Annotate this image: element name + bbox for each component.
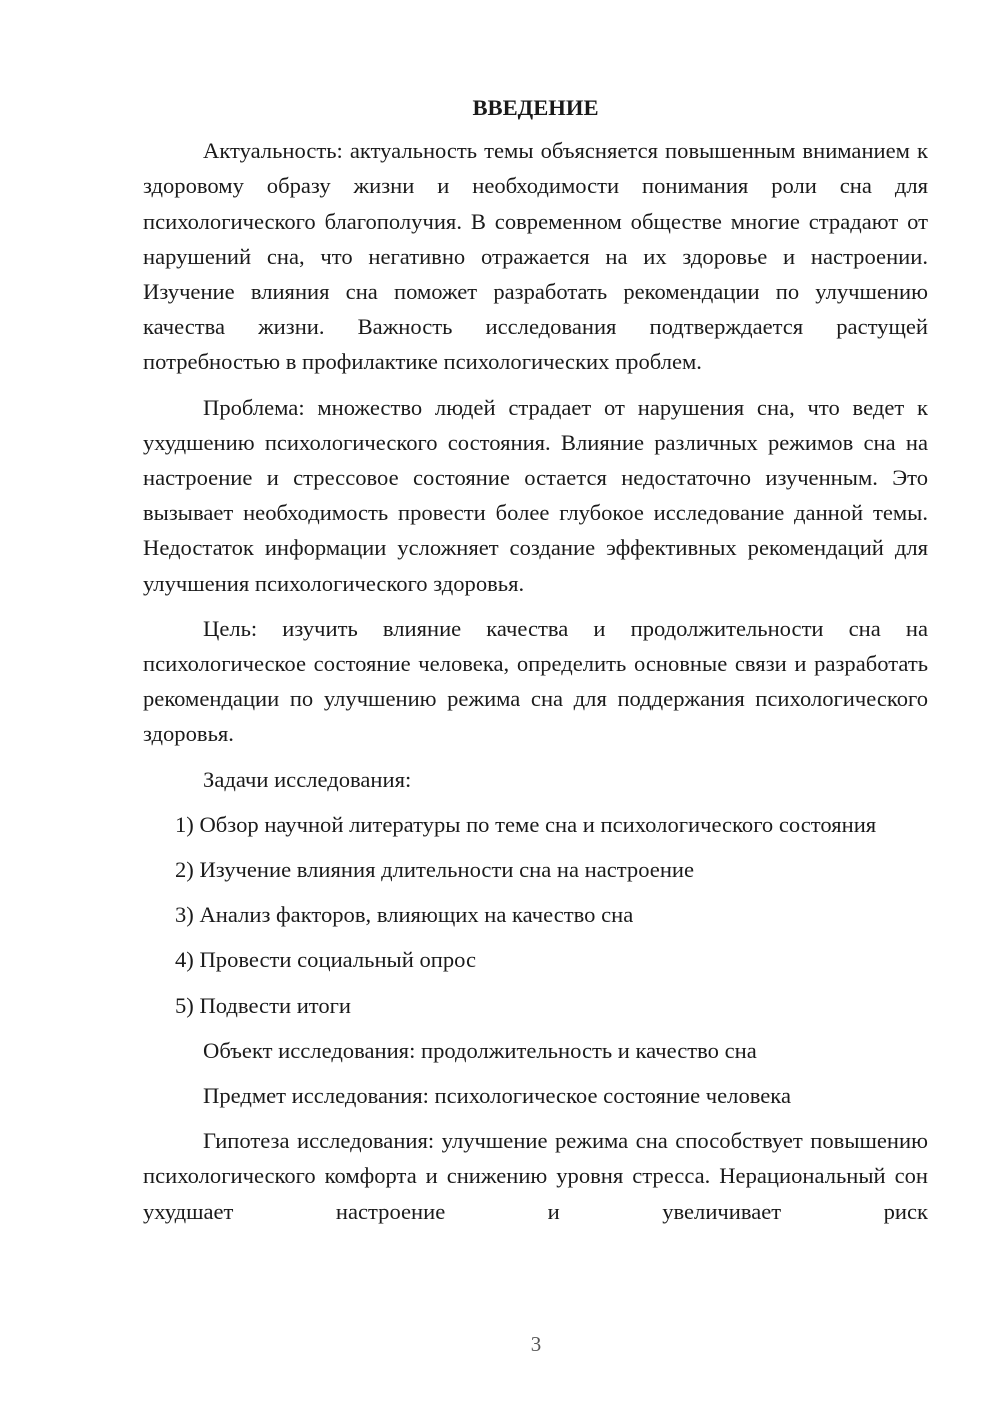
tasks-heading: Задачи исследования: [203, 766, 412, 792]
subject-paragraph: Предмет исследования: психологическое состояние человека [203, 1083, 791, 1109]
task-item-1: 1) Обзор научной литературы по теме сна и психологического состояния [175, 811, 877, 837]
object-paragraph: Объект исследования: продолжительность и качество сна [203, 1037, 757, 1063]
relevance-paragraph: Актуальность: актуальность темы объясняется повышенным вниманием к здоровому образу жизни и необходимости понимания роли сна для психологического благополучия. В современном обществе многие страдают от нарушений сна, что негативно отражается на их здоровье и настроении. Изучение влияния сна поможет разработать рекомендации по улучшению качества жизни. Важность исследования подтверждается растущей потребностью в профилактике психологических проблем. [143, 138, 928, 375]
task-item-5: 5) Подвести итоги [175, 992, 352, 1018]
goal-paragraph: Цель: изучить влияние качества и продолжительности сна на психологическое состояние человека, определить основные связи и разработать рекомендации по улучшению режима сна для поддержания психологического здоровья. [143, 615, 928, 747]
task-item-4: 4) Провести социальный опрос [175, 947, 477, 973]
page-title: ВВЕДЕНИЕ [472, 95, 599, 120]
task-item-2: 2) Изучение влияния длительности сна на настроение [175, 857, 695, 883]
task-item-3: 3) Анализ факторов, влияющих на качество сна [175, 902, 634, 928]
problem-paragraph: Проблема: множество людей страдает от нарушения сна, что ведет к ухудшению психологического состояния. Влияние различных режимов сна на настроение и стрессовое состояние остается недостаточно изученным. Это вызывает необходимость провести более глубокое исследование данной темы. Недостаток информации усложняет создание эффективных рекомендаций для улучшения психологического здоровья. [143, 394, 928, 596]
page-number: 3 [530, 1332, 542, 1356]
hypothesis-paragraph: Гипотеза исследования: улучшение режима сна способствует повышению психологического комфорта и снижению уровня стресса. Нерациональный сон ухудшает настроение и увеличивает риск [143, 1128, 928, 1224]
page-content [143, 90, 928, 1239]
